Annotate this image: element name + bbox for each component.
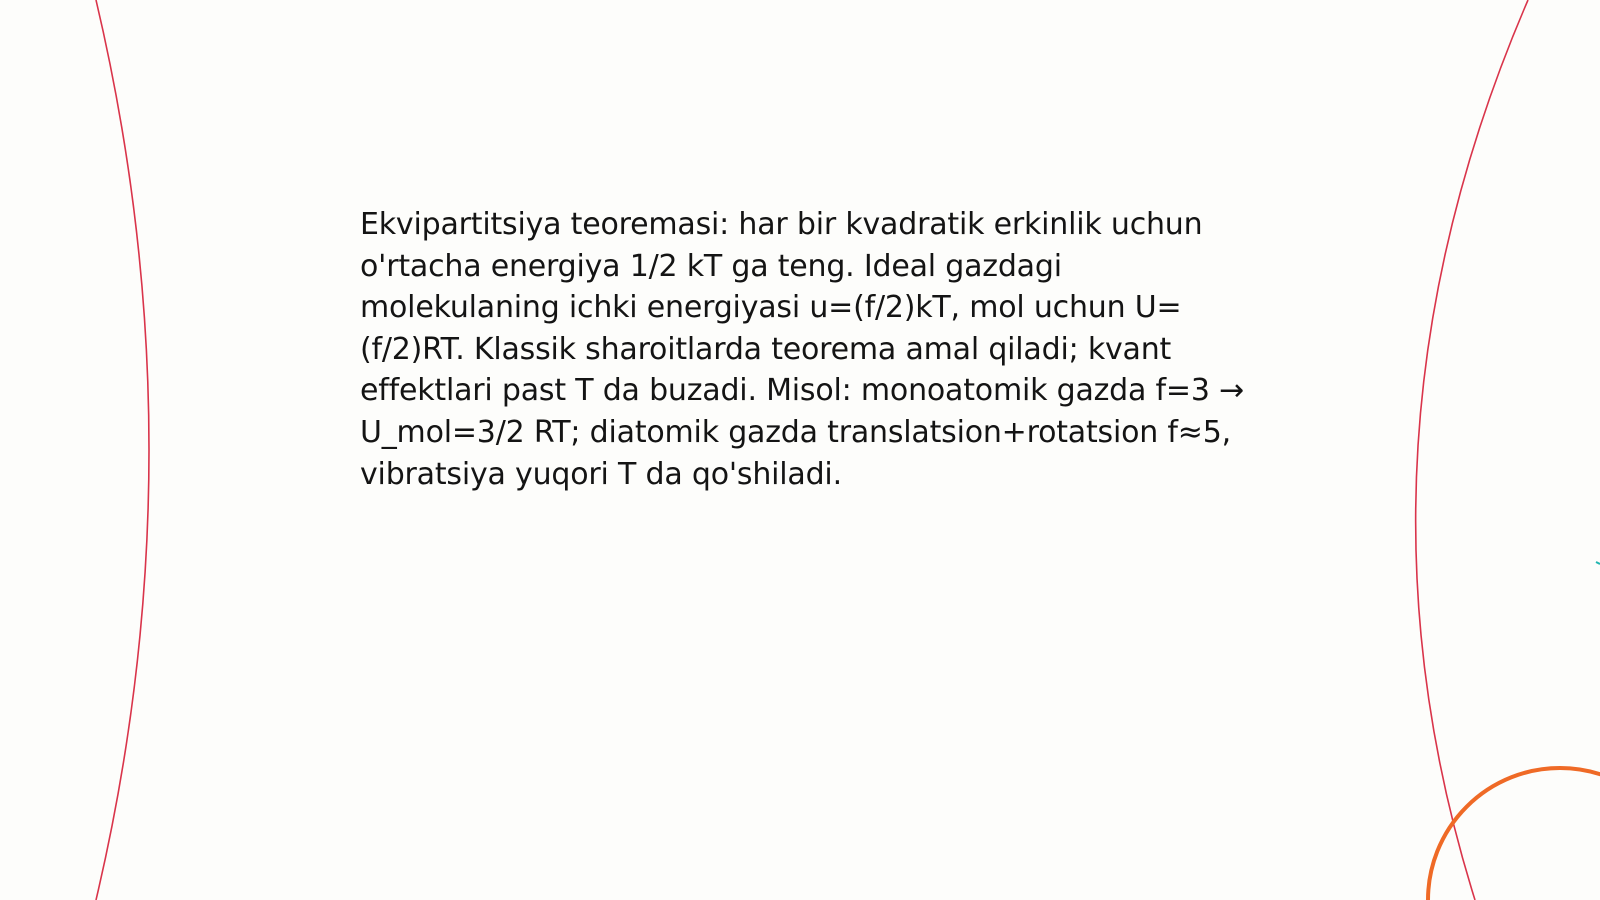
slide-body-text: Ekvipartitsiya teoremasi: har bir kvadratik erkinlik uchun o'rtacha energiya 1/2 kT ga teng. Ideal gazdagi molekulaning ichki energiyasi u=(f/2)kT, mol uchun U=(f/2)RT. Klassik sharoitlarda teorema amal qiladi; kvant effektlari past T da buzadi. Misol: monoatomik gazda f=3 → U_mol=3/2 RT; diatomik gazda translatsion+rotatsion f≈5, vibratsiya yuqori T da qo'shiladi. <box>360 207 1245 492</box>
left-arc-decoration <box>96 0 149 900</box>
orange-circle-decoration <box>1428 768 1600 900</box>
right-arc-decoration <box>1416 0 1528 900</box>
teal-accent-decoration <box>1596 562 1600 564</box>
